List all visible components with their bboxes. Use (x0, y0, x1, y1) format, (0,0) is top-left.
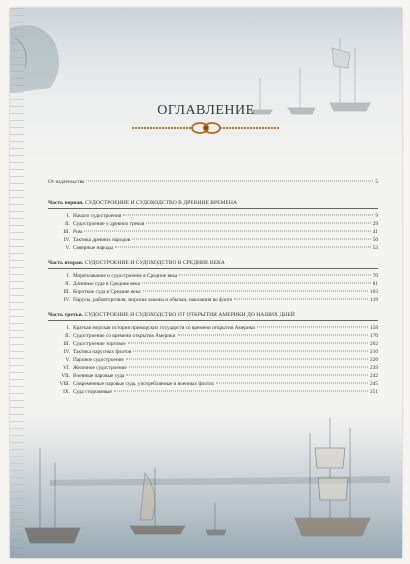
toc-row[interactable] (48, 280, 378, 288)
toc-leader (132, 239, 370, 240)
toc-page: 81 (372, 281, 378, 287)
toc-leader (234, 299, 368, 300)
toc-row[interactable] (48, 228, 378, 236)
toc-label: Военные паровые суда (73, 373, 125, 379)
chapter-number: V. (65, 245, 70, 251)
toc-row[interactable] (48, 332, 378, 340)
chapter-number: IX. (63, 389, 70, 395)
part-heading-1[interactable] (48, 200, 378, 209)
part-label: Часть третья. (48, 312, 84, 318)
part-name: СУДОСТРОЕНИЕ И СУДОХОДСТВО ОТ ОТКРЫТИЯ АМЕРИКИ ДО НАШИХ ДНЕЙ (84, 312, 295, 318)
rope-knot-ornament (130, 121, 282, 135)
toc-page: 202 (370, 341, 378, 347)
chapter-number: III. (63, 229, 70, 235)
toc-row[interactable] (48, 348, 378, 356)
toc-leader (257, 327, 368, 328)
toc-label: Судостроение торговое (73, 341, 126, 347)
toc-row[interactable] (48, 212, 378, 220)
toc-page: 5 (375, 179, 378, 185)
toc-leader (86, 181, 373, 182)
chapter-number: I. (66, 213, 70, 219)
chapter-number: IV. (63, 349, 70, 355)
part-heading-2[interactable] (48, 260, 378, 269)
chapter-number: II. (65, 333, 70, 339)
part-heading-3[interactable] (48, 312, 378, 321)
toc-row[interactable] (48, 388, 378, 396)
part-name: СУДОСТРОЕНИЕ И СУДОХОДСТВО В СРЕДНИЕ ВЕКА (84, 260, 225, 266)
toc-leader (178, 335, 369, 336)
toc-label: Длинные суда в Средние века (73, 281, 140, 287)
toc-label: Короткие суда в Средние века (73, 289, 141, 295)
toc-page: 103 (370, 289, 378, 295)
part-label: Часть вторая. (48, 260, 84, 266)
chapter-number: VI. (63, 365, 70, 371)
chapter-number: I. (66, 273, 70, 279)
toc-label: Начало судостроения (73, 213, 122, 219)
toc-row[interactable] (48, 296, 378, 304)
toc-leader (115, 247, 371, 248)
chapter-number: II. (65, 281, 70, 287)
toc-label: Мореплавание и судостроение в Средние века (73, 273, 178, 279)
toc-leader (216, 383, 368, 384)
toc-leader (146, 223, 370, 224)
toc-label: Судостроение у древних греков (73, 221, 145, 227)
chapter-number: V. (65, 357, 70, 363)
toc-page: 239 (370, 365, 378, 371)
toc-label: Паровое судостроение (73, 357, 124, 363)
toc-page: 70 (372, 273, 378, 279)
toc-leader (128, 343, 368, 344)
toc-leader (114, 391, 368, 392)
toc-page: 9 (375, 213, 378, 219)
toc-page: 251 (370, 389, 378, 395)
toc-leader (84, 231, 371, 232)
toc-row[interactable] (48, 220, 378, 228)
toc-row[interactable] (48, 288, 378, 296)
toc-label: Суда сторожевые (73, 389, 112, 395)
chapter-number: III. (63, 289, 70, 295)
table-of-contents (48, 178, 378, 396)
toc-label: Тактика древних народов (73, 237, 131, 243)
chapter-number: VIII. (59, 381, 70, 387)
toc-page: 210 (370, 349, 378, 355)
toc-row[interactable] (48, 324, 378, 332)
toc-row[interactable] (48, 372, 378, 380)
toc-row[interactable] (48, 340, 378, 348)
toc-page: 242 (370, 373, 378, 379)
toc-leader (133, 351, 368, 352)
chapter-number: IV. (63, 237, 70, 243)
toc-label: Железное судостроение (73, 365, 127, 371)
toc-row-intro[interactable] (48, 178, 378, 186)
chapter-number: I. (66, 325, 70, 331)
toc-row[interactable] (48, 244, 378, 252)
toc-label: Парусы, рабовторговля, морские законы и обычаи, наказания во флоте (73, 297, 233, 303)
toc-page: 226 (370, 357, 378, 363)
toc-page: 29 (372, 221, 378, 227)
toc-page: 170 (370, 333, 378, 339)
toc-row[interactable] (48, 364, 378, 372)
toc-label: Тактика парусных флотов (73, 349, 132, 355)
toc-page: 53 (372, 245, 378, 251)
toc-row[interactable] (48, 272, 378, 280)
bottom-ship-illustration (10, 408, 402, 558)
toc-label: Краткая морская история приморских государств со времени открытия Америки (73, 325, 256, 331)
book-page (10, 8, 402, 558)
toc-leader (143, 291, 369, 292)
chapter-number: III. (63, 341, 70, 347)
toc-label: Судостроение со времени открытия Америки (73, 333, 176, 339)
part-label: Часть первая. (48, 200, 84, 206)
toc-label: От издательства (48, 179, 85, 185)
toc-leader (129, 367, 368, 368)
toc-leader (126, 375, 368, 376)
toc-page: 119 (370, 297, 378, 303)
chapter-number: IV. (63, 297, 70, 303)
toc-leader (126, 359, 368, 360)
toc-leader (179, 275, 371, 276)
toc-leader (123, 215, 373, 216)
toc-label: Современные паровые суда, употребляемые в военных флотах (73, 381, 215, 387)
toc-page: 245 (370, 381, 378, 387)
toc-page: 158 (370, 325, 378, 331)
toc-row[interactable] (48, 356, 378, 364)
toc-page: 50 (372, 237, 378, 243)
top-ship-illustration (10, 8, 402, 118)
chapter-number: II. (65, 221, 70, 227)
chapter-number: VII. (61, 373, 70, 379)
page-title: ОГЛАВЛЕНИЕ (157, 103, 255, 118)
toc-page: 41 (372, 229, 378, 235)
toc-row[interactable] (48, 236, 378, 244)
toc-leader (142, 283, 371, 284)
toc-label: Северные народы (73, 245, 114, 251)
part-name: СУДОСТРОЕНИЕ И СУДОХОДСТВО В ДРЕВНИЕ ВРЕМЕНА (84, 200, 238, 206)
toc-row[interactable] (48, 380, 378, 388)
toc-label: Рим (73, 229, 83, 235)
